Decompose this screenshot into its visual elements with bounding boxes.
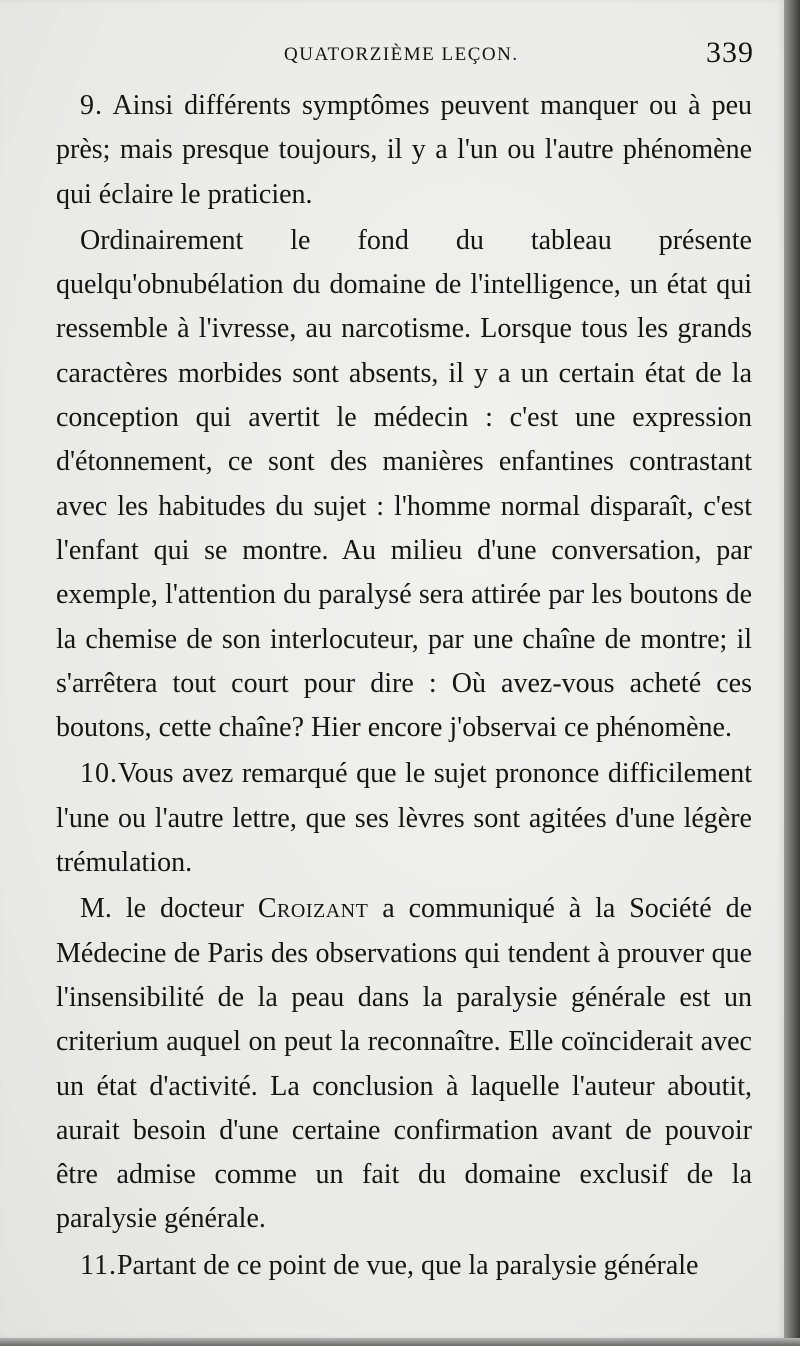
page-header — [56, 36, 756, 76]
page-edge-bottom — [0, 1338, 800, 1346]
paragraph-text: Ainsi différents symptômes peuvent manquer ou à peu près; mais presque toujours, il y a l'un ou l'autre phénomène qui éclaire le praticien. — [56, 90, 752, 210]
running-head: QUATORZIÈME LEÇON. — [284, 44, 519, 65]
paragraph-number: 10. — [80, 758, 118, 790]
paragraph-number: 9. — [80, 90, 103, 121]
paragraph-croizant — [56, 887, 752, 1241]
page-edge-right — [784, 0, 800, 1346]
paragraph-prefix: M. le docteur — [80, 893, 258, 925]
paragraph-text: Vous avez remarqué que le sujet prononce difficilement l'une ou l'autre lettre, que ses lèvres sont agitées d'une légère trémulation. — [56, 758, 752, 879]
paragraph-ordinairement — [56, 219, 752, 751]
paragraph-11 — [56, 1244, 752, 1288]
page-number: 339 — [706, 36, 754, 69]
paragraph-9 — [56, 84, 752, 217]
paragraph-text: Ordinairement le fond du tableau présente quelqu'obnubélation du domaine de l'intelligence, un état qui ressemble à l'ivresse, au narcotisme. Lorsque tous les grands caractères morbides sont absents, il y a un certain état de la conception qui avertit le médecin : c'est une expression d'étonnement, ce sont des manières enfantines contrastant avec les habitudes du sujet : l'homme normal disparaît, c'est l'enfant qui se montre. Au milieu d'une conversation, par exemple, l'attention du paralysé sera attirée par les boutons de la chemise de son interlocuteur, par une chaîne de montre; il s'arrêtera tout court pour dire : Où avez-vous acheté ces boutons, cette chaîne? Hier encore j'observai ce phénomène. — [56, 224, 752, 744]
author-name: Croizant — [257, 893, 369, 925]
paragraph-10 — [56, 752, 752, 885]
paragraph-text: Partant de ce point de vue, que la paralysie générale — [116, 1249, 699, 1281]
paragraph-text: a communiqué à la Société de Médecine de Paris des observations qui tendent à prouver que l'insensibilité de la peau dans la paralysie générale est un criterium auquel on peut la reconnaître. Elle coïnciderait avec un état d'activité. La conclusion à laquelle l'auteur aboutit, aurait besoin d'une certaine confirmation avant de pouvoir être admise comme un fait du domaine exclusif de la paralysie générale. — [56, 893, 752, 1235]
paragraph-number: 11. — [80, 1249, 117, 1281]
body-text — [56, 84, 752, 1290]
